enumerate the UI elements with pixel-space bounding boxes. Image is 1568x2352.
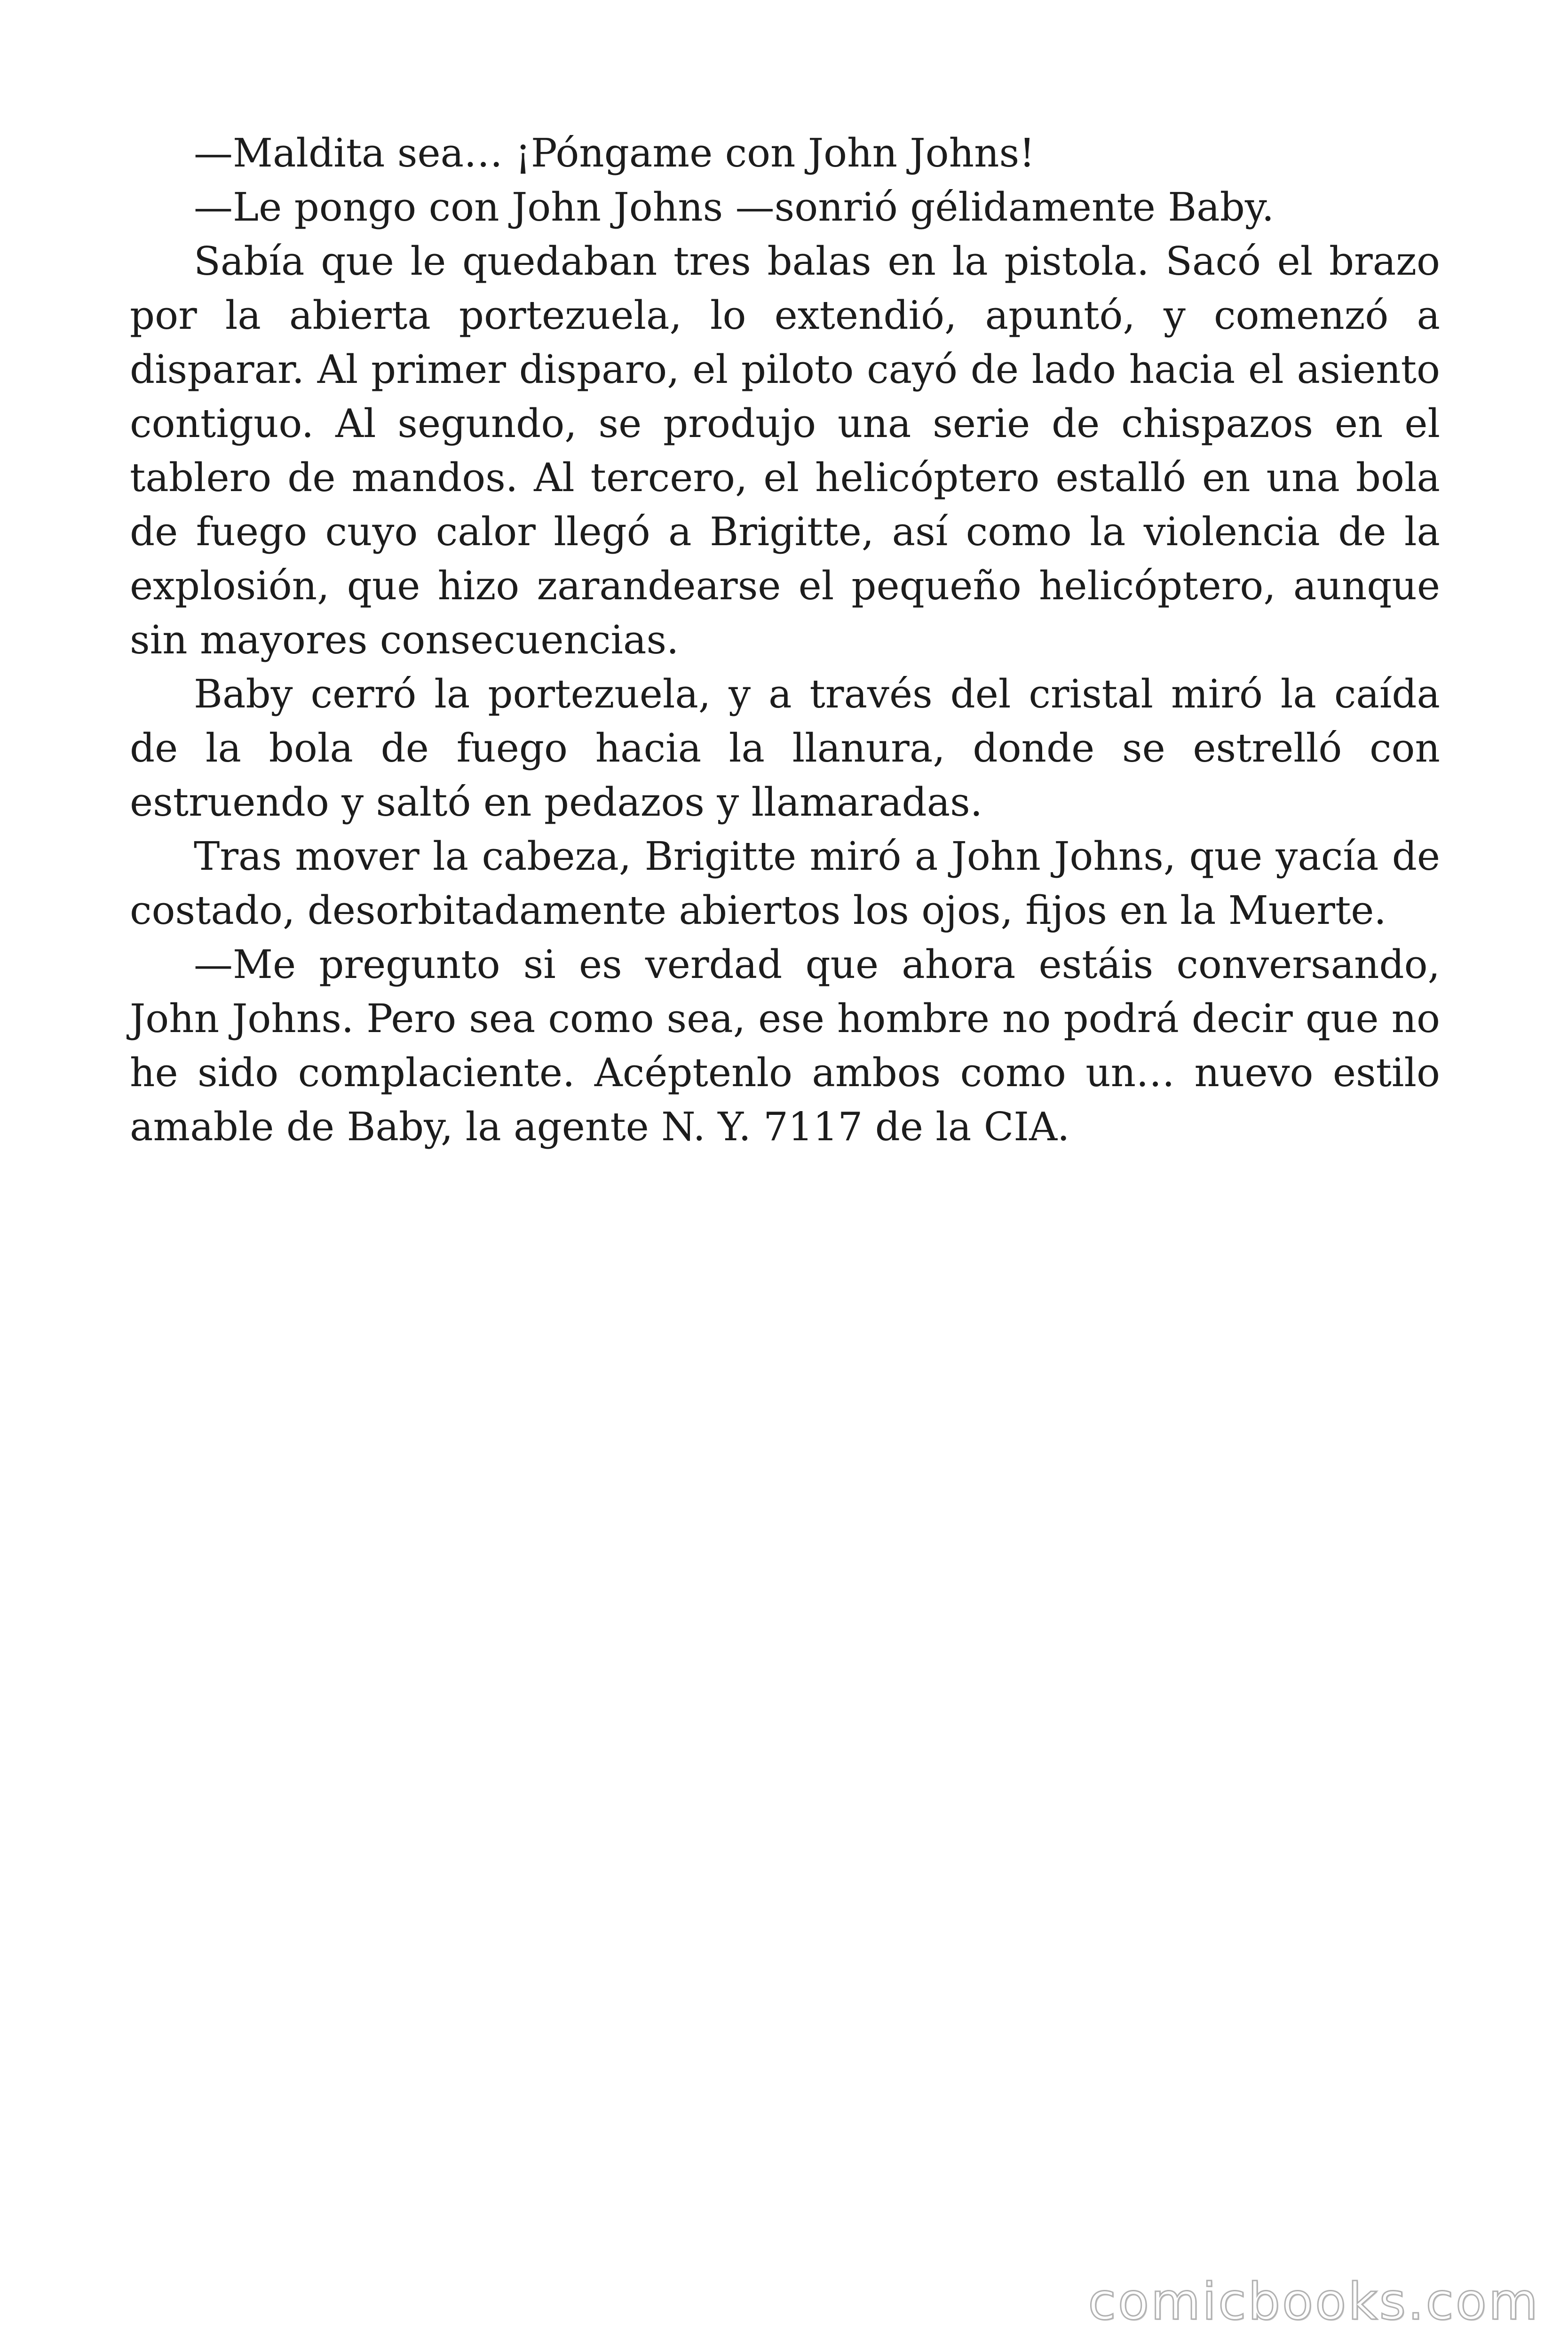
paragraph-3: Sabía que le quedaban tres balas en la pistola. Sacó el brazo por la abierta portezuela, lo extendió, apuntó, y comenzó a disparar. Al primer disparo, el piloto cayó de lado hacia el asiento contiguo. Al segundo, se produjo una serie de chispazos en el tablero de mandos. Al tercero, el helicóptero estalló en una bola de fuego cuyo calor llegó a Brigitte, así como la violencia de la explosión, que hizo zarandearse el pequeño helicóptero, aunque sin mayores consecuencias. bbox=[130, 238, 1440, 663]
paragraph-2: —Le pongo con John Johns —sonrió gélidamente Baby. bbox=[194, 184, 1275, 230]
paragraph-5: Tras mover la cabeza, Brigitte miró a John Johns, que yacía de costado, desorbitadamente abiertos los ojos, fijos en la Muerte. bbox=[130, 834, 1440, 933]
paragraph-4: Baby cerró la portezuela, y a través del cristal miró la caída de la bola de fuego hacia la llanura, donde se estrelló con estruendo y saltó en pedazos y llamaradas. bbox=[130, 671, 1440, 825]
watermark-logo: comicbooks.com bbox=[1088, 2273, 1540, 2331]
paragraph-6: —Me pregunto si es verdad que ahora estáis conversando, John Johns. Pero sea como sea, ese hombre no podrá decir que no he sido complaciente. Acéptenlo ambos como un… nuevo estilo amable de Baby, la agente N. Y. 7117 de la CIA. bbox=[130, 942, 1440, 1150]
page-body-text bbox=[130, 126, 1440, 1154]
paragraph-1: —Maldita sea… ¡Póngame con John Johns! bbox=[194, 130, 1035, 176]
